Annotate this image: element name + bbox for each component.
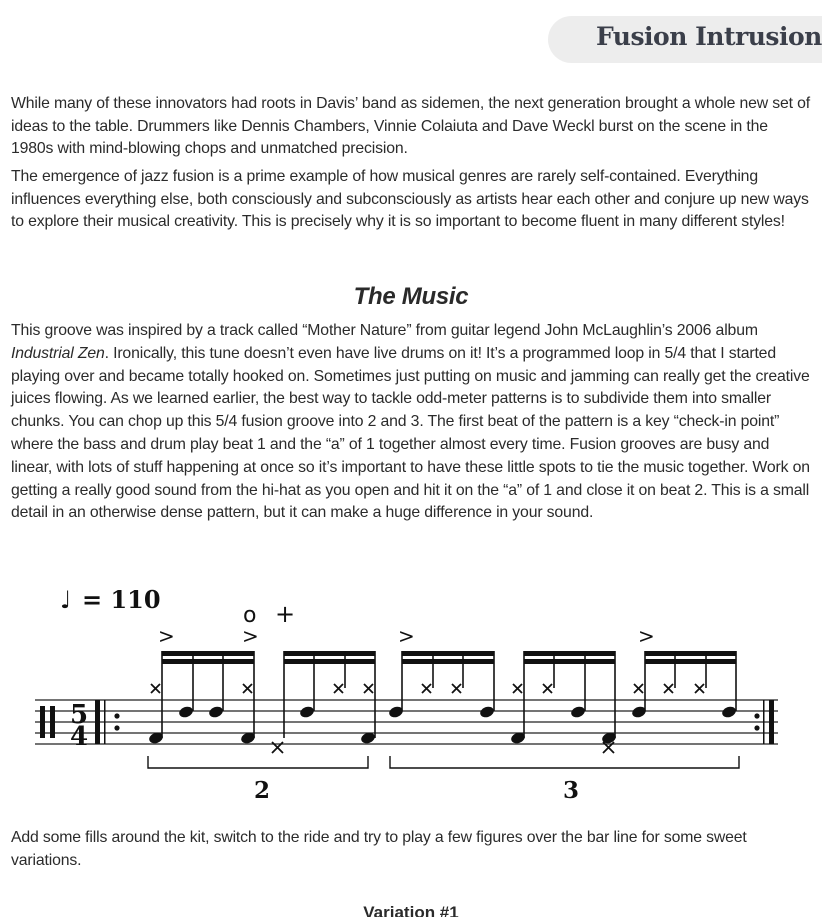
variation-title: Variation #1 bbox=[363, 903, 459, 917]
close-hihat-marker: + bbox=[275, 600, 296, 628]
music-paragraph-text-before: This groove was inspired by a track called “Mother Nature” from guitar legend John McLaughlin’s 2006 album bbox=[11, 322, 758, 339]
closing-paragraph: Add some fills around the kit, switch to the ride and try to play a few figures over the bar line for some sweet variations. bbox=[11, 829, 747, 869]
accent-marks bbox=[158, 624, 655, 648]
section-title-the-music: The Music bbox=[353, 283, 469, 310]
page-header-title: Fusion Intrusion bbox=[596, 22, 822, 51]
music-paragraph bbox=[11, 320, 811, 525]
tempo-note-icon: ♩ bbox=[60, 585, 72, 614]
note-beams bbox=[162, 651, 736, 664]
time-signature bbox=[70, 700, 88, 752]
svg-text:>: > bbox=[638, 624, 655, 648]
grouping-brackets bbox=[148, 756, 739, 768]
svg-text:4: 4 bbox=[70, 722, 89, 752]
snare-noteheads bbox=[178, 705, 738, 719]
svg-text:>: > bbox=[158, 624, 175, 648]
tempo-marking: = 110 bbox=[82, 585, 161, 614]
svg-text:>: > bbox=[398, 624, 415, 648]
grouping-number-2: 2 bbox=[254, 777, 271, 804]
hihat-noteheads bbox=[151, 684, 704, 693]
intro-paragraph-1: While many of these innovators had roots in Davis’ band as sidemen, the next generation brought a whole new set of ideas to the table. Drummers like Dennis Chambers, Vinnie Colaiuta and Dave Weckl burst on the scene in the 1980s with mind-blowing chops and unmatched precision. bbox=[11, 95, 810, 158]
svg-text:>: > bbox=[242, 624, 259, 648]
intro-paragraph-2: The emergence of jazz fusion is a prime example of how musical genres are rarely self-contained. Everything influences everything else, both consciously and subconsciously as artists hear each other and conjure up new ways to explore their musical creativity. This is precisely why it is so important to become fluent in many different styles! bbox=[11, 168, 809, 231]
music-paragraph-text-after: . Ironically, this tune doesn’t even have live drums on it! It’s a programmed loop in 5/4 that I started playing over and became totally hooked on. Sometimes just putting on music and jamming can really get the creative juices flowing. As we learned earlier, the best way to tackle odd-meter patterns is to subdivide them into smaller chunks. You can chop up this 5/4 fusion groove into 2 and 3. The first beat of the pattern is a key “check-in point” where the bass and drum play beat 1 and the “a” of 1 together almost every time. Fusion grooves are busy and linear, with lots of stuff happening at once so it’s important to have these little spots to tie the music together. Work on getting a really good sound from the hi-hat as you open and hit it on the “a” of 1 and close it on beat 2. This is a small detail in an otherwise dense pattern, but it can make a huge difference in your sound. bbox=[11, 344, 810, 522]
grouping-number-3: 3 bbox=[563, 777, 580, 804]
svg-text:5: 5 bbox=[70, 700, 89, 730]
staff bbox=[35, 700, 778, 744]
open-hihat-marker: o bbox=[243, 603, 257, 628]
drum-notation bbox=[0, 570, 822, 810]
album-title: Industrial Zen bbox=[11, 344, 105, 362]
note-stems bbox=[162, 651, 736, 738]
